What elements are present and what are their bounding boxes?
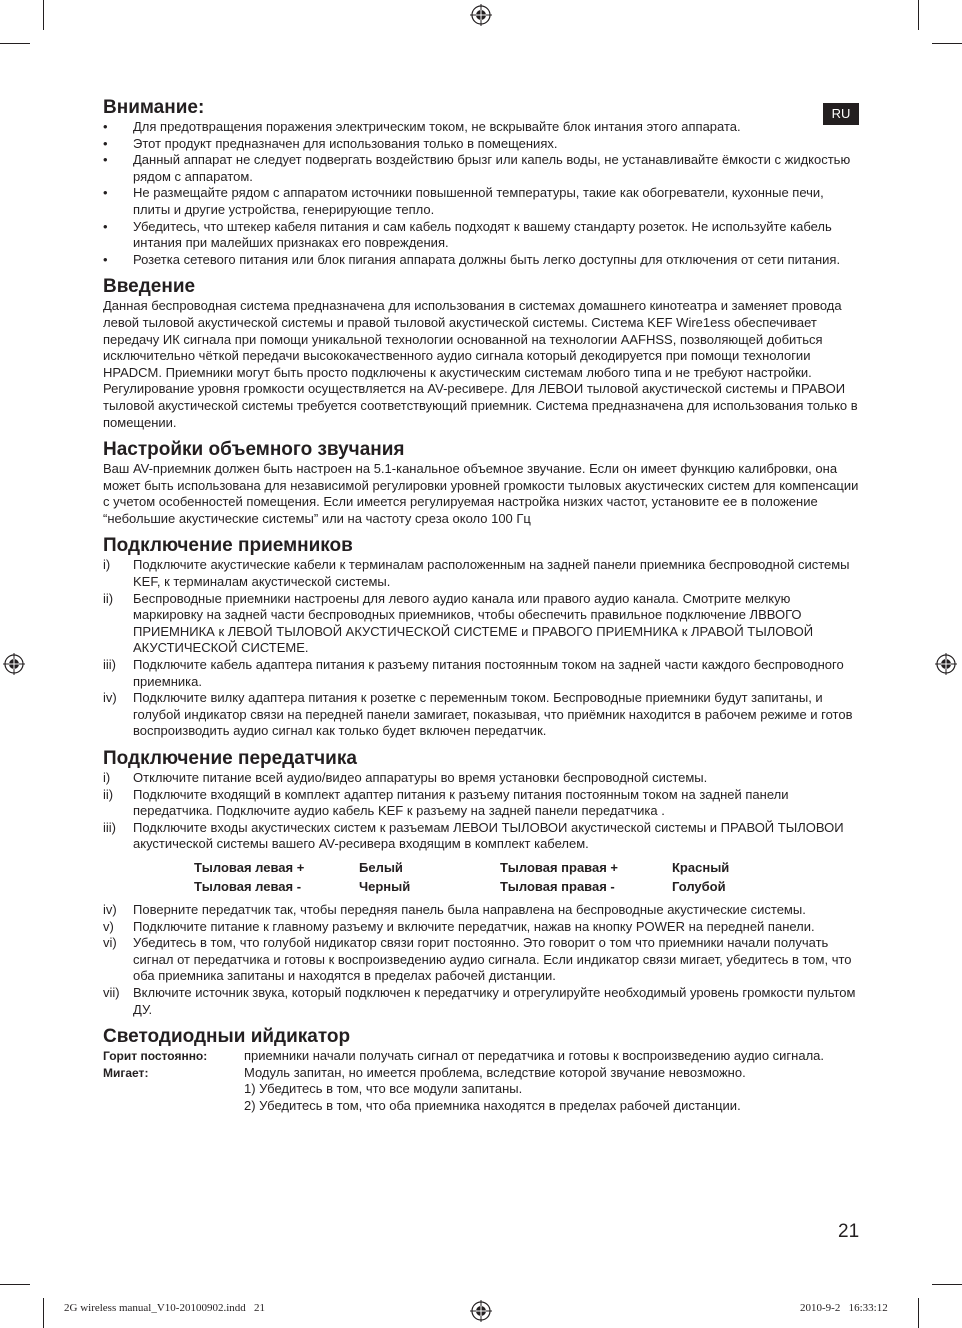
led-blink-row — [103, 1065, 863, 1115]
receivers-heading: Подключение приемников — [103, 535, 353, 557]
warning-section — [103, 97, 863, 268]
list-item-text: Подключите входы акустических систем к разъемам ЛЕВОИ ТЫЛОВОИ акустической системы и ПРАВОЙ ТЫЛОВОИ акустической системы вашего AV-ресивера входящим в комплект кабелем. — [133, 819, 844, 852]
list-marker: iv) — [103, 690, 117, 706]
list-item-text: Данный аппарат не следует подвергать воздействию брызг или капель воды, не устанавливайте ёмкости с жидкостью рядом с аппаратом. — [133, 152, 851, 184]
list-item — [103, 902, 863, 919]
intro-section — [103, 276, 863, 431]
list-item-text: Убедитесь в том, что голубой нидикатор связи горит постоянно. Это говорит о том что приемники начали получать сигнал от передатчика и готовы к воспроизведению аудио сигнала. Если индикатор связи мигает, убедитесь в том, что оба приемника запитаны и находятся в пределах рабочей дистанции. — [133, 935, 852, 984]
led-blink-step: 1) Убедитесь в том, что все модули запитаны. — [244, 1081, 523, 1097]
table-row — [194, 877, 729, 896]
bullet-marker: • — [103, 251, 108, 267]
crop-mark-bottom-left-v — [43, 1298, 44, 1328]
list-marker: ii) — [103, 590, 114, 606]
receivers-list — [103, 557, 863, 740]
list-item — [103, 219, 863, 252]
bullet-marker: • — [103, 152, 108, 168]
footer-file-info: 2G wireless manual_V10-20100902.indd 21 — [64, 1302, 266, 1314]
led-heading: Светодиодныи ийдикатор — [103, 1026, 351, 1048]
list-item — [103, 820, 863, 853]
list-item — [103, 690, 863, 740]
led-blink-step: 2) Убедитесь в том, что оба приемника находятся в пределах рабочей дистанции. — [244, 1097, 741, 1113]
registration-mark-icon — [470, 4, 492, 26]
list-marker: ii) — [103, 786, 114, 802]
list-item-text: Беспроводные приемники настроены для левого аудио канала или правого аудио канала. Смотрите мелкую маркировку на задней части беспроводных приемников, чтобы обеспечить правильное подключение ЛВВОГО ПРИЕМНИКА к ЛЕВОЙ ТЫЛОВОЙ АКУСТИЧЕСКОЙ СИСТЕМЕ и ПРАВОГО ПРИЕМНИКА к ЛРАВОЙ ТЫЛОВОЙ АКУСТИЧЕСКОЙ СИСТЕМЕ. — [133, 590, 814, 656]
surround-heading: Настройки объемного звучания — [103, 439, 405, 461]
table-cell: Тыловая правая - — [500, 878, 615, 894]
list-item — [103, 787, 863, 820]
led-blink-label: Мигает: — [103, 1065, 149, 1080]
table-cell: Тыловая левая + — [194, 859, 305, 875]
crop-mark-bottom-left-h — [0, 1284, 30, 1285]
intro-heading: Введение — [103, 276, 196, 298]
list-item-text: Подключите акустические кабели к терминалам расположенным на задней панели приемника беспроводной системы KEF, к терминалам акустической системы. — [133, 557, 850, 590]
list-item — [103, 919, 863, 936]
list-marker: iii) — [103, 657, 116, 673]
list-marker: v) — [103, 918, 114, 934]
registration-mark-icon — [470, 1300, 492, 1322]
registration-mark-icon — [935, 653, 957, 675]
list-marker: iii) — [103, 819, 116, 835]
transmitter-section — [103, 748, 863, 1018]
crop-mark-bottom-right-h — [932, 1284, 962, 1285]
table-row — [194, 858, 729, 877]
table-cell: Белый — [359, 859, 403, 875]
transmitter-list — [103, 770, 863, 853]
page-number: 21 — [838, 1221, 860, 1242]
list-item — [103, 136, 863, 153]
bullet-marker: • — [103, 135, 108, 151]
list-item-text: Для предотвращения поражения электрическим током, не вскрывайте блок интания этого аппарата. — [133, 119, 741, 134]
page-content — [103, 97, 863, 1115]
list-item-text: Убедитесь, что штекер кабеля питания и сам кабель подходят к вашему стандарту розеток. Не используйте кабель интания при малейших признаках его повреждения. — [133, 218, 832, 251]
list-item — [103, 770, 863, 787]
list-item-text: Подключите кабель адаптера питания к разъему питания постоянным током на задней части каждого беспроводного приемника. — [133, 657, 844, 689]
footer-timestamp: 2010-9-2 16:33:12 — [800, 1302, 888, 1314]
warning-heading: Внимание: — [103, 97, 205, 118]
table-cell: Тыловая правая + — [500, 859, 619, 875]
list-item — [103, 557, 863, 590]
transmitter-list-continued — [103, 902, 863, 1018]
list-item — [103, 591, 863, 657]
table-cell: Голубой — [672, 878, 726, 894]
list-item-text: Подключите входящий в комплект адаптер питания к разъему питания постоянным током на задней панели передатчика. Подключите аудио кабель KEF к разъему на задней панели передатчика . — [133, 786, 789, 819]
crop-mark-top-left-v — [43, 0, 44, 30]
list-item — [103, 252, 863, 269]
bullet-marker: • — [103, 119, 108, 134]
cable-color-table — [194, 858, 729, 896]
list-item — [103, 935, 863, 985]
list-item-text: Этот продукт предназначен для использования только в помещениях. — [133, 135, 558, 151]
receivers-section — [103, 535, 863, 740]
led-steady-text: приемники начали получать сигнал от передатчика и готовы к воспроизведению аудио сигнала. — [244, 1048, 824, 1064]
led-section — [103, 1026, 863, 1114]
list-item-text: Розетка сетевого питания или блок пигания аппарата должны быть легко доступны для отключения от сети питания. — [133, 251, 841, 267]
list-item — [103, 119, 863, 136]
list-marker: i) — [103, 557, 111, 573]
surround-section — [103, 439, 863, 527]
list-item-text: Поверните передатчик так, чтобы передняя панель была направлена на беспроводные акустические системы. — [133, 901, 806, 917]
list-item-text: Отключите питание всей аудио/видео аппаратуры во время установки беспроводной системы. — [133, 770, 708, 785]
crop-mark-top-right-v — [918, 0, 919, 30]
list-marker: vii) — [103, 984, 120, 1000]
crop-mark-top-left-h — [0, 43, 30, 44]
list-item-text: Подключите вилку адаптера питания к розетке с переменным током. Беспроводные приемники будут запитаны, и голубой индикатор связи на передней панели замигает, показывая, что приёмник находится в рабочем режиме и готов воспроизводить аудио сигнал как только будет включен передатчик. — [133, 690, 853, 739]
transmitter-heading: Подключение передатчика — [103, 748, 357, 769]
list-marker: iv) — [103, 901, 117, 917]
list-item-text: Включите источник звука, который подключен к передатчику и отрегулируйте необходимый уровень громкости пультом ДУ. — [133, 984, 856, 1017]
crop-mark-bottom-right-v — [918, 1298, 919, 1328]
list-marker: i) — [103, 770, 111, 785]
list-item — [103, 985, 863, 1018]
list-item — [103, 152, 863, 185]
surround-paragraph: Ваш AV-приемник должен быть настроен на 5.1-канальное объемное звучание. Если он имеет функцию калибровки, она может быть использована для независимой регулировки уровней громкости тыловых акустических систем для компенсации с учетом особенностей помещения. Если имеется регулируемая настройка низких частот, установите ее в положение “небольшие акустические системы” или на частоту среза около 100 Гц — [103, 461, 859, 526]
warning-list — [103, 119, 863, 268]
crop-mark-top-right-h — [932, 43, 962, 44]
list-item-text: Не размещайте рядом с аппаратом источники повышенной температуры, такие как обогреватели, кухонные печи, плиты и другие устройства, генерирующие тепло. — [133, 185, 824, 217]
list-item — [103, 185, 863, 218]
table-cell: Красный — [672, 859, 730, 875]
list-marker: vi) — [103, 935, 117, 951]
bullet-marker: • — [103, 185, 108, 201]
led-steady-label: Горит постоянно: — [103, 1049, 208, 1064]
registration-mark-icon — [3, 653, 25, 675]
table-cell: Тыловая левая - — [194, 878, 302, 894]
led-blink-text: Модуль запитан, но имеется проблема, вследствие которой звучание невозможно. — [244, 1064, 746, 1080]
led-steady-row — [103, 1048, 863, 1065]
table-cell: Черный — [359, 878, 411, 894]
language-badge: RU — [823, 103, 859, 125]
intro-paragraph: Данная беспроводная система предназначена для использования в системах домашнего кинотеатра и заменяет провода левой тыловой акустической системы и правой тыловой акустической системы. Система KEF Wire1ess обеспечивает передачу ИК сигнала при помощи уникальной технологии основанной на технологии AAFHSS, позволяющей добиться исключительно чёткой передачи высококачественного аудио сигнала который декодируется при помощи технологии HPADCM. Приемники могут быть просто подключены к акустическим системам любого типа и не требуют настройки. Регулирование уровня громкости осуществляется на AV-ресивере. Для ЛЕВОИ тыловой акустической системы и ПРАВОИ тыловой акустической системы требуется соответствующий приемник. Система предназначена для использования только в помещении. — [103, 298, 858, 430]
list-item — [103, 657, 863, 690]
list-item-text: Подключите питание к главному разъему и включите передатчик, нажав на кнопку POWER на передней панели. — [133, 918, 815, 934]
bullet-marker: • — [103, 218, 108, 234]
